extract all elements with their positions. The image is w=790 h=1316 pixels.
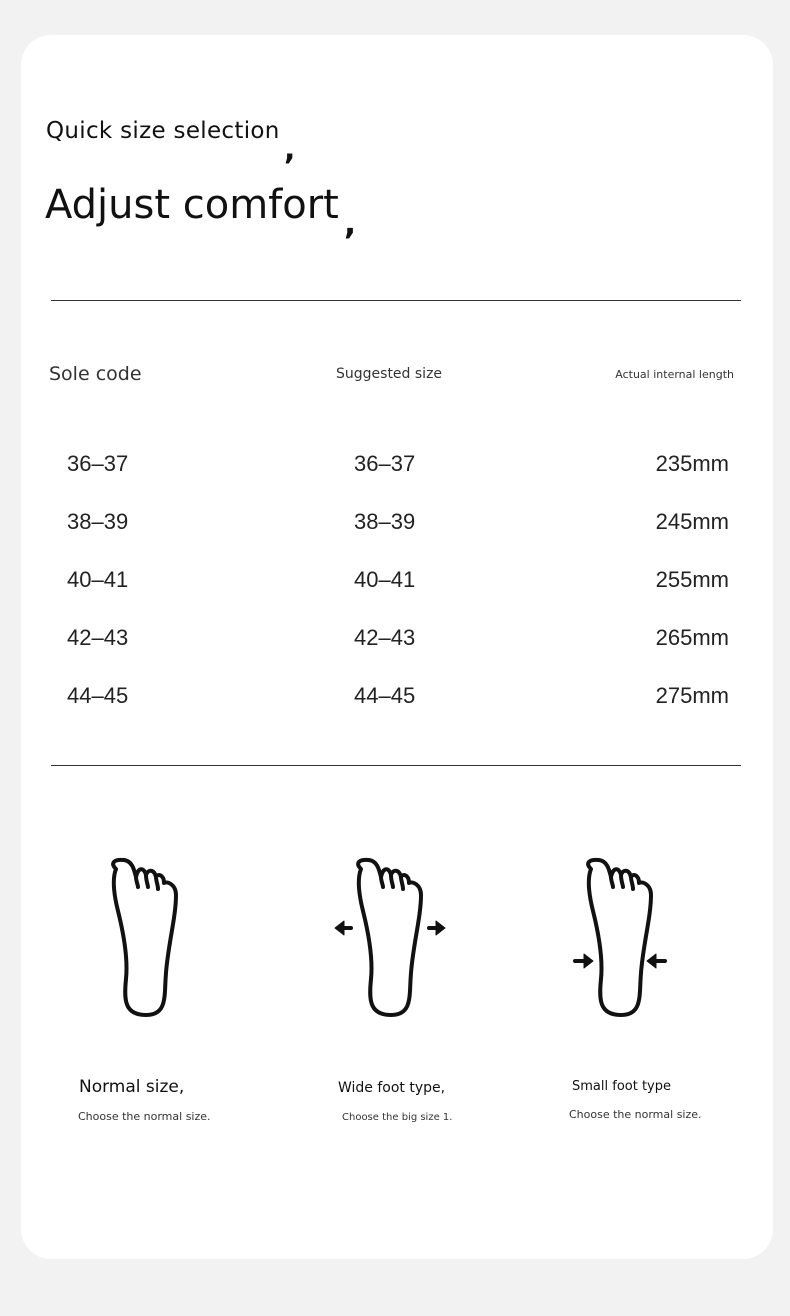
- internal-length-cell: 255mm: [655, 567, 729, 592]
- small-foot-title: Small foot type: [572, 1079, 671, 1094]
- normal-foot-icon: [80, 855, 210, 1030]
- heading-quick-size: Quick size selection: [46, 118, 280, 144]
- normal-foot-title: Normal size,: [79, 1077, 185, 1097]
- sole-code-cell: 40–41: [67, 567, 129, 592]
- suggested-size-cell: 40–41: [354, 567, 416, 592]
- small-foot-icon: [555, 855, 685, 1030]
- sole-code-cell: 42–43: [67, 625, 129, 650]
- small-foot-subtitle: Choose the normal size.: [569, 1108, 702, 1121]
- internal-length-cell: 265mm: [655, 625, 729, 650]
- wide-foot-subtitle: Choose the big size 1.: [342, 1112, 453, 1123]
- normal-foot-subtitle: Choose the normal size.: [78, 1110, 211, 1123]
- divider-bottom: [51, 765, 741, 766]
- wide-foot-title: Wide foot type,: [338, 1080, 446, 1096]
- divider-top: [51, 300, 741, 301]
- suggested-size-cell: 38–39: [354, 509, 416, 534]
- suggested-size-cell: 36–37: [354, 451, 416, 476]
- heading-comma-2: ,: [344, 204, 357, 242]
- suggested-size-cell: 42–43: [354, 625, 416, 650]
- heading-adjust-comfort: Adjust comfort: [45, 182, 339, 228]
- internal-length-cell: 275mm: [655, 683, 729, 708]
- header-internal-length: Actual internal length: [615, 368, 734, 381]
- sole-code-cell: 36–37: [67, 451, 129, 476]
- sole-code-cell: 38–39: [67, 509, 129, 534]
- sole-code-cell: 44–45: [67, 683, 129, 708]
- internal-length-cell: 235mm: [655, 451, 729, 476]
- suggested-size-cell: 44–45: [354, 683, 416, 708]
- heading-comma-1: ,: [284, 132, 296, 167]
- header-suggested-size: Suggested size: [336, 366, 443, 382]
- wide-foot-icon: [325, 855, 455, 1030]
- header-sole-code: Sole code: [49, 363, 142, 385]
- internal-length-cell: 245mm: [655, 509, 729, 534]
